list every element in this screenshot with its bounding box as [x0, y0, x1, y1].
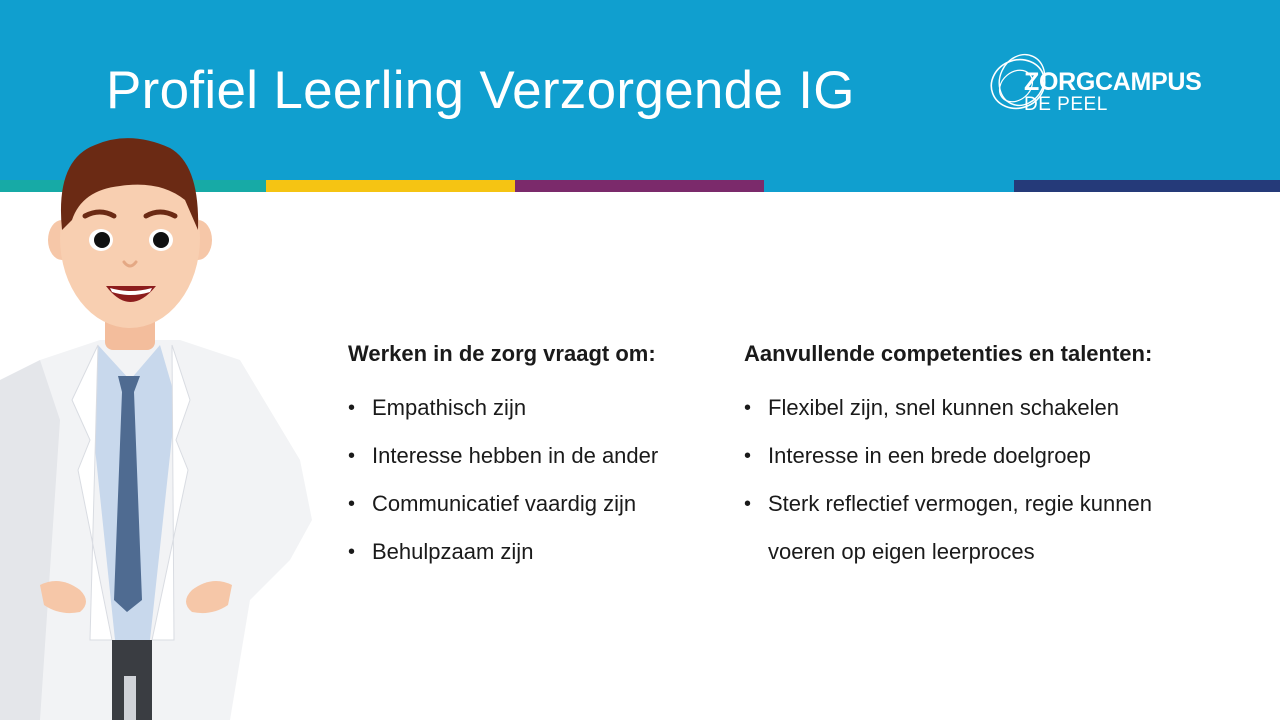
list-item [744, 432, 1244, 480]
doctor-character-illustration [0, 130, 320, 720]
left-bullet-list [348, 384, 728, 576]
right-column-heading: Aanvullende competenties en talenten: [744, 341, 1153, 366]
stripe-blue [764, 180, 1014, 192]
bullet-icon: • [744, 493, 752, 515]
bullet-icon: • [348, 493, 356, 515]
bullet-icon: • [744, 397, 752, 419]
list-item [348, 480, 728, 528]
list-item [348, 432, 728, 480]
list-item-text: Behulpzaam zijn [372, 539, 534, 564]
list-item-text: Interesse in een brede doelgroep [768, 443, 1091, 468]
list-item-text: Flexibel zijn, snel kunnen schakelen [768, 395, 1119, 420]
slide-title: Profiel Leerling Verzorgende IG [106, 61, 855, 120]
list-item-text: Empathisch zijn [372, 395, 527, 420]
stripe-purple [515, 180, 764, 192]
stripe-navy [1014, 180, 1280, 192]
list-item [744, 480, 1214, 576]
left-column [348, 336, 728, 576]
list-item-text: Communicatief vaardig zijn [372, 491, 637, 516]
right-bullet-list [744, 384, 1244, 576]
bullet-icon: • [744, 445, 752, 467]
bullet-icon: • [348, 541, 356, 563]
list-item [744, 384, 1244, 432]
left-column-heading: Werken in de zorg vraagt om: [348, 341, 656, 366]
list-item-text: Interesse hebben in de ander [372, 443, 659, 468]
list-item [348, 528, 728, 576]
bullet-icon: • [348, 397, 356, 419]
logo-subtitle: DE PEEL [1024, 94, 1108, 115]
right-column [744, 336, 1244, 576]
bullet-icon: • [348, 445, 356, 467]
list-item [348, 384, 728, 432]
logo-name: ZORGCAMPUS [1024, 68, 1202, 96]
zorgcampus-logo [988, 50, 1228, 120]
list-item-text: Sterk reflectief vermogen, regie kunnen voeren op eigen leerproces [768, 491, 1152, 564]
